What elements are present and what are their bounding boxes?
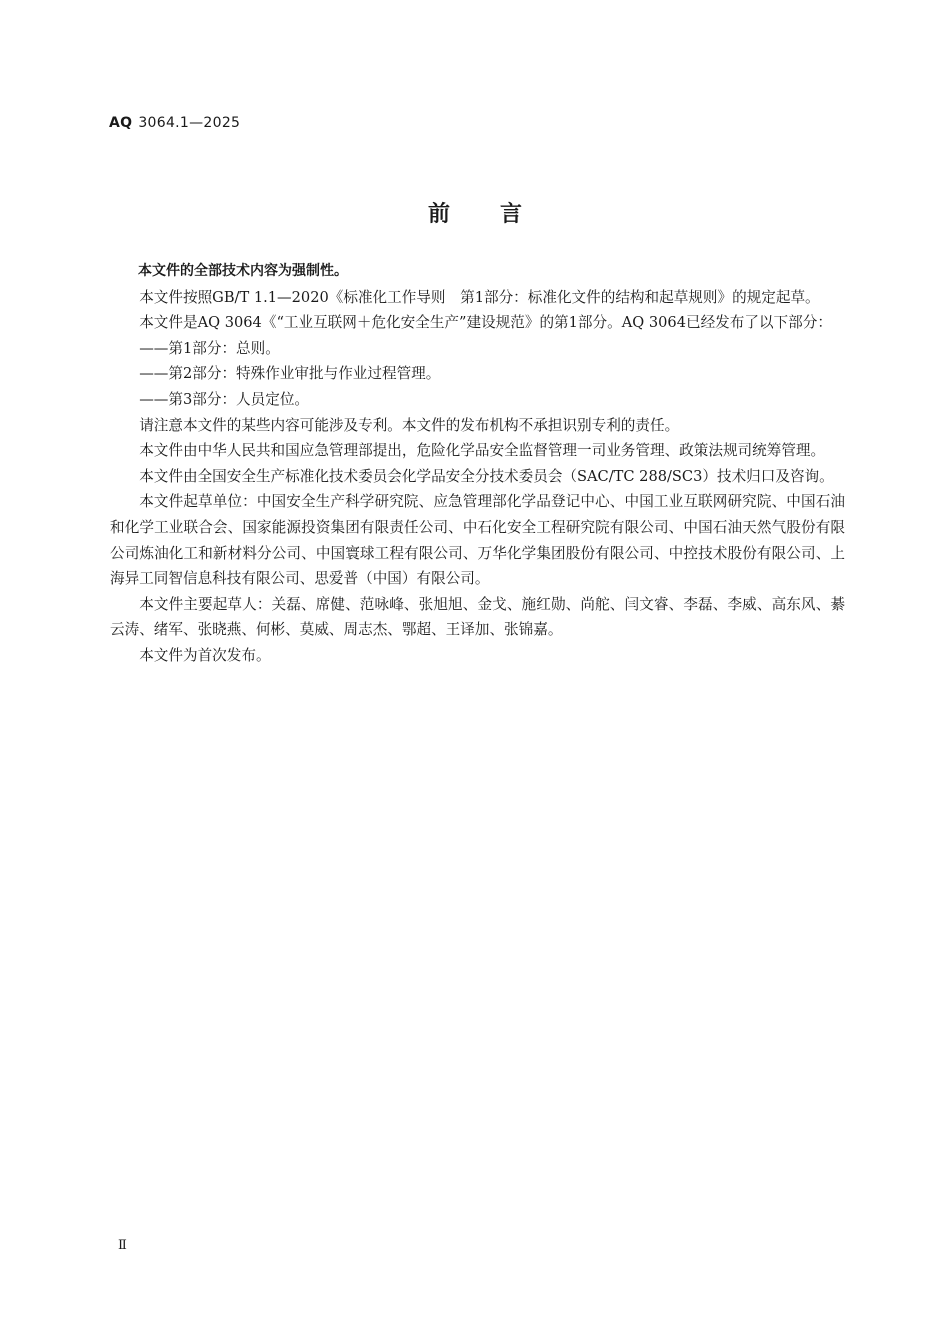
proposer-paragraph: 本文件由中华人民共和国应急管理部提出，危险化学品安全监督管理一司业务管理、政策法规司统筹管理。 bbox=[139, 442, 826, 460]
part-list-item-1: ——第1部分：总则。 bbox=[139, 339, 280, 357]
drafting-rules-paragraph: 本文件按照GB/T 1.1—2020《标准化工作导则 第1部分：标准化文件的结构和起草规则》的规定起草。 bbox=[139, 288, 820, 306]
part-list-item-3: ——第3部分：人员定位。 bbox=[139, 390, 310, 408]
page-number: Ⅱ bbox=[118, 1238, 127, 1253]
parts-intro-paragraph: 本文件是AQ 3064《“工业互联网＋危化安全生产”建设规范》的第1部分。AQ 3064已经发布了以下部分： bbox=[139, 314, 832, 332]
drafting-units-paragraph: 本文件起草单位：中国安全生产科学研究院、应急管理部化学品登记中心、中国工业互联网研究院、中国石油和化学工业联合会、国家能源投资集团有限责任公司、中石化安全工程研究院有限公司、中国石油天然气股份有限公司炼油化工和新材料分公司、中国寰球工程有限公司、万华化学集团股份有限公司、中控技术股份有限公司、上海异工同智信息科技有限公司、思爱普（中国）有限公司。 bbox=[110, 493, 845, 588]
drafters-paragraph: 本文件主要起草人：关磊、席健、范咏峰、张旭旭、金戈、施红勋、尚舵、闫文睿、李磊、李威、高东风、綦云涛、绪军、张晓燕、何彬、莫威、周志杰、鄂超、王译加、张锦嘉。 bbox=[110, 595, 845, 639]
preface-body bbox=[110, 259, 845, 669]
patent-notice-paragraph: 请注意本文件的某些内容可能涉及专利。本文件的发布机构不承担识别专利的责任。 bbox=[139, 416, 680, 434]
document-code bbox=[109, 115, 240, 131]
mandatory-statement: 本文件的全部技术内容为强制性。 bbox=[138, 263, 348, 279]
page-title: 前言 bbox=[427, 202, 572, 227]
part-list-item-2: ——第2部分：特殊作业审批与作业过程管理。 bbox=[139, 365, 441, 383]
document-code-prefix: AQ bbox=[109, 115, 133, 131]
committee-paragraph: 本文件由全国安全生产标准化技术委员会化学品安全分技术委员会（SAC/TC 288/SC3）技术归口及咨询。 bbox=[139, 467, 834, 485]
document-code-number: 3064.1—2025 bbox=[138, 115, 241, 131]
first-release-paragraph: 本文件为首次发布。 bbox=[139, 646, 271, 664]
